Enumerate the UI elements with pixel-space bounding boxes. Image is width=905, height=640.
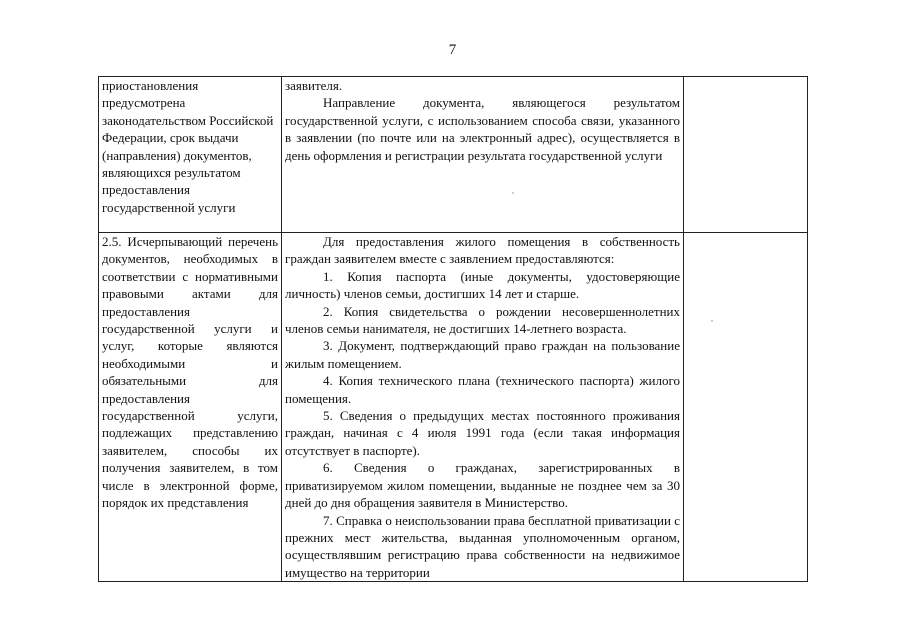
paragraph: 1. Копия паспорта (иные документы, удостоверяющие личность) членов семьи, достигших 14 лет и старше. (285, 268, 680, 302)
table-row (99, 77, 808, 233)
paragraph: Направление документа, являющегося результатом государственной услуги, с использованием способа связи, указанного в заявлении (по почте или на электронный адрес), осуществляется в день оформления и регистрации результата государственной услуги (285, 95, 680, 163)
row-2-right-cell (684, 233, 808, 582)
table-row (99, 233, 808, 582)
paragraph: 6. Сведения о гражданах, зарегистрированных в приватизируемом жилом помещении, выданные не позднее чем за 30 дней до дня обращения заявителя в Министерство. (285, 460, 680, 511)
paragraph: Для предоставления жилого помещения в собственность граждан заявителем вместе с заявлением предоставляются: (285, 234, 680, 267)
row-1-right-cell (684, 77, 808, 233)
row-1-left-cell: приостановления предусмотрена законодательством Российской Федерации, срок выдачи (направления) документов, являющихся результатом предоставления государственной услуги (99, 77, 282, 233)
row-2-left-cell: 2.5. Исчерпывающий перечень документов, необходимых в соответствии с нормативными правовыми актами для предоставления государственной услуги и услуг, которые являются необходимыми и обязательными для предоставления государственной услуги, подлежащих представлению заявителем, способы их получения заявителем, в том числе в электронной форме, порядок их представления (99, 233, 282, 582)
page-number: 7 (448, 42, 457, 58)
scan-speck (711, 320, 713, 322)
paragraph: 5. Сведения о предыдущих местах постоянного проживания граждан, начиная с 4 июля 1991 года (если такая информация отсутствует в паспорте). (285, 408, 680, 458)
paragraph: заявителя. (285, 78, 343, 93)
scan-speck (512, 192, 514, 194)
row-2-middle-cell (282, 233, 684, 582)
document-table (98, 76, 808, 582)
paragraph: 4. Копия технического плана (технического паспорта) жилого помещения. (285, 373, 680, 406)
paragraph: 3. Документ, подтверждающий право граждан на пользование жилым помещением. (285, 338, 680, 371)
row-1-middle-cell (282, 77, 684, 233)
paragraph: 2. Копия свидетельства о рождении несовершеннолетних членов семьи нанимателя, не достигших 14-летнего возраста. (285, 303, 680, 337)
paragraph: 7. Справка о неиспользовании права бесплатной приватизации с прежних мест жительства, выданная уполномоченным органом, осуществлявшим регистрацию права собственности на недвижимое имущество на территории (285, 512, 680, 580)
